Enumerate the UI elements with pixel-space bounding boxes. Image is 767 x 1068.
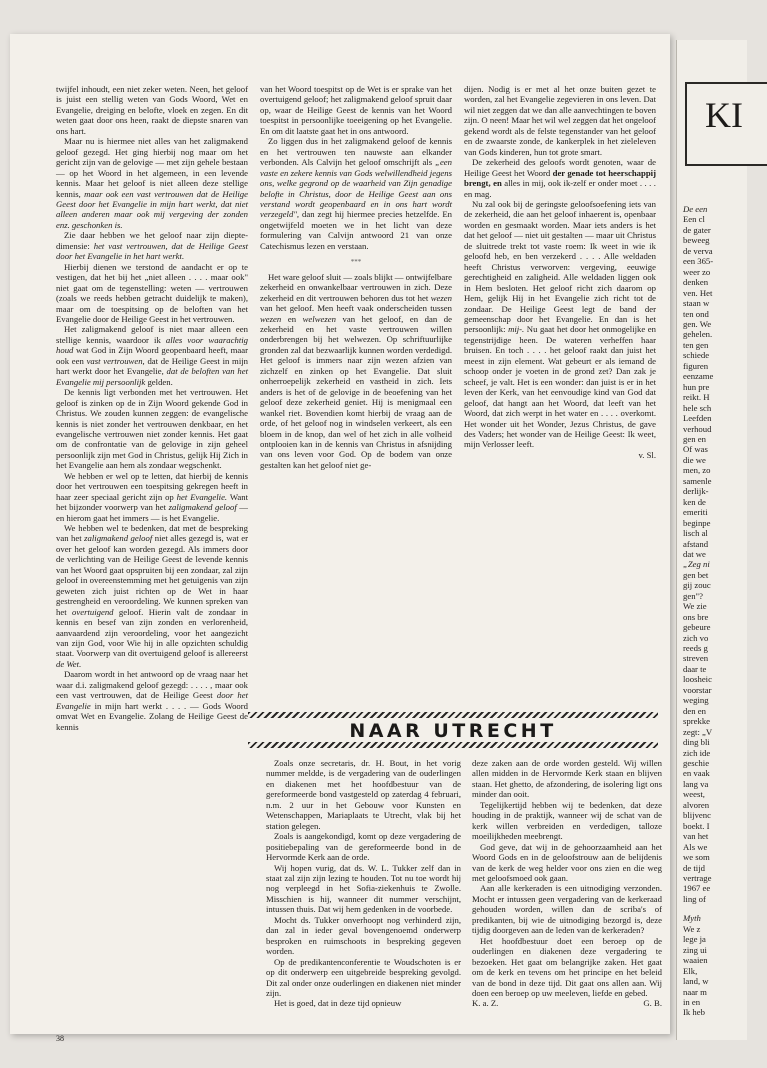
- text-line: blijvenc: [683, 810, 711, 821]
- text-line: Myth: [683, 913, 701, 924]
- text-line: sprekke: [683, 716, 711, 727]
- text-line: men, zo: [683, 465, 711, 476]
- magazine-page-left: [10, 34, 670, 1043]
- right-header-letters: KI: [705, 95, 743, 135]
- paragraph: We hebben wel te bedenken, dat met de bespreking van het zaligmakend geloof niet alles gezegd is, wat er over het geloof kan worden gezegd. Als immers door de verlichting van de Heilige Geest de levende kennis van het Woord gaat opspruiten bij een zondaar, zal zijn geloof in overeenstemming met het getuigenis van zijn geweten zich juist richten op de Wet in haar gestrengheid en veroordeling. We kunnen spreken van het overtuigend geloof. Hierin valt de zondaar in kennis en besef van zijn zonden en verlorenheid, aanvaardend zijn veroordeling, voor het aangezicht van zijn God, voor Wie hij in alle opzichten schuldig staat. Voorwerp van dit overtuigend geloof is allereerst de Wet.: [56, 523, 248, 669]
- text-line: We z: [683, 923, 701, 934]
- paragraph: Tegelijkertijd hebben wij te bedenken, dat deze houding in de praktijk, wanneer wij de schat van de kerk willen verbreiden en verdedigen, talloze moeilijkheden meebrengt.: [472, 799, 662, 842]
- text-line: reeds g: [683, 643, 708, 654]
- paragraph: Mocht ds. Tukker onverhoopt nog verhinderd zijn, dan zal in ieder geval bovengenoemd onderwerp besproken en ruimschoots in bespreking gegeven worden.: [266, 914, 461, 957]
- paragraph: Het is goed, dat in deze tijd opnieuw: [274, 998, 402, 1009]
- text-line: reikt. H: [683, 392, 710, 403]
- section-divider: ***: [350, 258, 362, 267]
- text-line: de verva: [683, 245, 713, 256]
- text-line: zich vo: [683, 632, 709, 643]
- text-line: in en: [683, 996, 701, 1007]
- text-line: samenle: [683, 475, 712, 486]
- text-line: We zie: [683, 601, 707, 612]
- section-column-2: [472, 758, 662, 1009]
- section-column-1: [266, 758, 461, 1009]
- text-line: streven: [683, 653, 709, 664]
- paragraph: twijfel inhoudt, een niet zeker weten. Neen, het geloof is juist een stellig weten van Gods Woord, Wet en Evangelie, dreiging en belofte, vloek en zegen. En dit weten gaat door ons heen, raakt de diepste snaren van ons hart.: [56, 84, 248, 136]
- article-column-2: [260, 84, 452, 470]
- text-line: Als we: [683, 841, 708, 852]
- text-line: geschie: [683, 758, 710, 769]
- text-line: Ik heb: [683, 1007, 705, 1018]
- text-line: van het: [683, 831, 709, 842]
- signature: v. Sl.: [638, 449, 656, 460]
- text-line: ken de: [683, 496, 706, 507]
- paragraph: Zoals onze secretaris, dr. H. Bout, in het vorig nummer meldde, is de vergadering van de ouderlingen en diakenen met het hoofdbestuur van de gereformeerde bond vastgesteld op zaterdag 4 februari, n.m. 2 uur in het Gebouw voor Kunsten en Wetenschappen, Mariaplaats te Utrecht, vlak bij het station gelegen.: [266, 758, 461, 831]
- paragraph: Hierbij dienen we terstond de aandacht er op te vestigen, dat het bij het „niet alleen . . . . maar ook" niet gaat om de tegenstelling: weten — vertrouwen (zoals we reeds hebben getracht duidelijk te maken), maar om de toespitsing op de beloften van het Evangelie door de Heilige Geest in het vertrouwen.: [56, 261, 248, 324]
- text-line: en vaak: [683, 768, 710, 779]
- text-line: loosheic: [683, 674, 712, 685]
- text-line: we som: [683, 852, 710, 863]
- text-line: ten ond: [683, 308, 709, 319]
- text-line: de tijd: [683, 862, 705, 873]
- paragraph: De kennis ligt verbonden met het vertrouwen. Het geloof is zinken op de in Zijn Woord gekende God in Christus. We zouden kunnen zeggen: de evangelische kennis is niet zonder het vertrouwen denkbaar, en het evangelische vertrouwen niet zonder kennis. Het gaat om de confrontatie van de gelovige in zijn geheel persoonlijk zijn met God in Christus, gelijk Hij Zich in het Evangelie aan hem als zondaar wegschenkt.: [56, 387, 248, 471]
- text-line: lege ja: [683, 934, 706, 945]
- text-line: een 365-: [683, 256, 714, 267]
- text-line: die we: [683, 454, 706, 465]
- text-line: derlijk-: [683, 486, 709, 497]
- article-column-3: [464, 84, 656, 460]
- text-line: ons bre: [683, 611, 709, 622]
- signature-left: K. a. Z.: [472, 998, 499, 1009]
- text-line: de gater: [683, 224, 711, 235]
- paragraph: Aan alle kerkeraden is een uitnodiging verzonden. Mocht er intussen geen vergadering van de kerkeraad gehouden worden, willen dan de scriba's of predikanten, bij wie de uitnodiging bezorgd is, deze tijdig doorgeven aan de leden van de kerkeraden?: [472, 883, 662, 936]
- text-line: beginpe: [683, 517, 711, 528]
- text-line: weest,: [683, 789, 705, 800]
- text-line: afstand: [683, 538, 709, 549]
- paragraph: dijen. Nodig is er met al het onze buiten gezet te worden, zal het Evangelie zegevieren in ons leven. Dat wil niet zeggen dat we dan alle aanvechtingen te boven zijn. O neen! Maar het wil wel zeggen dat het ongeloof gekend wordt als de felste tegenstander van het geloof en de zwaarste zonde, de kankerplek in het zieleleven van Gods kinderen, hun tot grote smart.: [464, 84, 656, 157]
- signature-right: G. B.: [643, 998, 662, 1009]
- text-line: ding bli: [683, 737, 710, 748]
- text-line: zing ui: [683, 944, 707, 955]
- text-line: ling of: [683, 893, 706, 904]
- paragraph: Zie daar hebben we het geloof naar zijn diepte-dimensie: het vast vertrouwen, dat de Heilige Geest door het Evangelie in het hart werkt.: [56, 230, 248, 262]
- text-line: voorstar: [683, 684, 712, 695]
- text-line: schiede: [683, 350, 710, 361]
- text-line: gij zouc: [683, 580, 711, 591]
- text-line: lisch al: [683, 528, 708, 539]
- section-banner: [248, 712, 658, 748]
- paragraph: Het ware geloof sluit — zoals blijkt — ontwijfelbare zekerheid en onwankelbaar vertrouwen in zich. Deze zekerheid en dit vertrouwen behoren dus tot het wezen van het geloof. Men heeft vaak onderscheiden tussen wezen en welwezen van het geloof, en dan de zekerheid en het vaste vertrouwen willen onderbrengen bij het welwezen. Op schriftuurlijke gronden zal dat bezwaarlijk kunnen worden verdedigd. Het geloof is immers naar zijn wezen afzien van zichzelf en zinken op het Evangelie. Dat sluit onherroepelijk zekerheid en vastheid in zich. Iets anders is het of de gelovige in de beoefening van het geloof deze zekerheid geniet. Hij is menigmaal een wankel riet. Bovendien komt hierbij de vraag aan de orde, of het geloof nog in windselen verkeert, als een bloem in de knop, dan wel of het zich in alle volheid ontplooien kan in de kennis van Christus in afsnijding van ons leven voor God. Op de bodem van onze gestalten kan het geloof niet ge-: [260, 271, 453, 470]
- text-line: verhoud: [683, 423, 712, 434]
- text-line: gehelen.: [683, 329, 713, 340]
- paragraph: We hebben er wel op te letten, dat hierbij de kennis door het vertrouwen een toespitsing gekregen heeft in haar zeer speciaal gericht zijn op het Evangelie. Want het bijzonder voorwerp van het zaligmakend geloof — en hierom gaat het immers — is het Evangelie.: [56, 470, 248, 523]
- text-line: den en: [683, 705, 706, 716]
- text-line: gen bet: [683, 569, 709, 580]
- text-line: figuren: [683, 360, 709, 371]
- paragraph: Maar nu is hiermee niet alles van het zaligmakend geloof gezegd. Het ging hierbij nog maar om het gericht zijn van de gelovige — met zijn gehele bestaan — op het Woord in het algemeen, in een levende kennis. Maar het geloof is niet alleen deze stellige kennis, maar ook een vast vertrouwen dat de Heilige Geest door het Evangelie in mijn hart werkt, dat niet alleen anderen maar ook mij vergeving der zonden enz. geschonken is.: [56, 136, 248, 230]
- text-line: gen en: [683, 433, 706, 444]
- section-title: NAAR UTRECHT: [349, 720, 557, 742]
- banner-rule-bottom: [248, 742, 658, 748]
- paragraph: Daarom wordt in het antwoord op de vraag naar het waar d.i. zaligmakend geloof gezegd: . . . . , maar ook een vast vertrouwen, dat de Heilige Geest door het Evangelie in mijn hart werkt . . . . — Gods Woord omvat Wet en Evangelie. Zolang de Heilige Geest de kennis: [56, 669, 248, 732]
- text-line: gen"?: [683, 590, 703, 601]
- text-line: naar m: [683, 986, 707, 997]
- text-line: staan w: [683, 298, 710, 309]
- paragraph: Het hoofdbestuur doet een beroep op de ouderlingen en diakenen deze vergadering te bezoeken. Het gaat om belangrijke zaken. Het gaat om de kerk en tevens om het principe en het beleid van de bond in deze tijd. Dit gaat ons allen aan. Wij doen een beroep op uw meeleven, liefde en gebed.: [472, 935, 662, 998]
- paragraph: Op de predikantenconferentie te Woudschoten is er op dit onderwerp een uitgebreide bespreking gevolgd. Dit zal onder onze ouderlingen en diakenen niet minder zijn.: [266, 956, 461, 998]
- text-line: Een cl: [683, 214, 705, 225]
- text-line: gen. We: [683, 318, 712, 329]
- text-line: vertrage: [683, 873, 712, 883]
- paragraph: Wij hopen vurig, dat ds. W. L. Tukker zelf dan in staat zal zijn zijn lezing te houden. Tot nu toe wordt hij nog verpleegd in het Sofia-ziekenhuis te Zwolle. Misschien is hij, wanneer dit nummer verschijnt, intussen thuis. Dat wij hem gedenken in de voorbede.: [266, 862, 461, 915]
- text-line: ven. Het: [683, 287, 713, 298]
- signature: [472, 998, 662, 1008]
- text-line: Leefden: [683, 413, 712, 424]
- text-line: dat we: [683, 548, 706, 559]
- page-number: 38: [56, 1034, 64, 1043]
- right-page-column: [683, 204, 753, 1018]
- text-line: weging: [683, 695, 709, 706]
- text-line: zegt: „V: [683, 726, 713, 737]
- text-line: hele sch: [683, 402, 712, 413]
- paragraph: De zekerheid des geloofs wordt genoten, waar de Heilige Geest het Woord der genade tot heerschappij brengt, en alles in mij, ook ik-zelf er onder moet . . . . en mag.: [464, 157, 656, 199]
- text-line: De een: [683, 204, 708, 214]
- paragraph: deze zaken aan de orde worden gesteld. Wij willen allen midden in de Hervormde Kerk staan en blijven staan. Het ghetto, de afzondering, de isolering ligt ons minder dan ooit.: [472, 758, 662, 800]
- text-line: land, w: [683, 976, 709, 987]
- paragraph: God geve, dat wij in de gehoorzaamheid aan het Woord Gods en in de geloofstrouw aan de belijdenis van de kerk de weg helder voor ons zien en die weg met geloofsmoed ook gaan.: [472, 841, 662, 883]
- article-column-1: [56, 84, 248, 732]
- text-line: Elk,: [683, 965, 698, 976]
- text-line: alvoren: [683, 799, 710, 810]
- paragraph: Het zaligmakend geloof is niet maar alleen een stellige kennis, waardoor ik alles voor waarachtig houd wat God in Zijn Woord geopenbaard heeft, maar ook een vast vertrouwen, dat de Heilige Geest in mijn hart werkt door het Evangelie, dat de beloften van het Evangelie mij persoonlijk gelden.: [56, 324, 248, 387]
- paragraph: Nu zal ook bij de geringste geloofsoefening iets van de zekerheid, die aan het geloof inhaerent is, openbaar worden en gesmaakt worden. Maar iets anders is het dat het geloof — niet uit gestalten — maar uit Christus de sluitrede trekt tot vaste roem: Ik weet in wie ik geloofd heb, en ben verzekerd . . . . Alle weldaden heeft Christus verworven: vergeving, eeuwige gerechtigheid en zaligheid. Alle weldaden liggen ook in Hem besloten. Het geloof richt zich daarom op Hem, gelijk Hij in het Evangelie zich richt tot de zondaar. De Heilige Geest legt de band der gemeenschap door het Evangelie. En dan is het persoonlijk: mij-. Nu gaat het door het onmogelijke en tegenstrijdige heen. De wateren verheffen haar bruisen. En toch . . . . het geloof raakt dan juist het meest in zijn element. Wat gebeurt er als iemand de schoop onder je voeten in de grond zet? Dan zak je scheef, je valt. Het is een wonder: dan juist is er in het leven der Kerk, van het eenvoudige kind van God dat geloof, dat hangt aan het Woord, dat leeft van het Woord, dat zich werpt in het water en . . . . overkomt. Het wonder uit het Wonder, Jezus Christus, de gave des Vaders; het wonder van de Heilige Geest: Ik weet, mijn Verlosser leeft.: [464, 198, 656, 450]
- paragraph: Zoals is aangekondigd, komt op deze vergadering de positiebepaling van de gereformeerde bond in de Hervormde Kerk aan de orde.: [266, 831, 461, 863]
- text-line: lang va: [683, 778, 709, 789]
- text-line: „Zeg ni: [683, 559, 710, 570]
- text-line: zich ide: [683, 747, 711, 758]
- text-line: weer zo: [683, 266, 711, 277]
- text-line: Of was: [683, 444, 708, 455]
- banner-rule-top: [248, 712, 658, 718]
- text-line: beweeg: [683, 235, 710, 246]
- text-line: eenzame: [683, 371, 714, 382]
- text-line: 1967 ee: [683, 883, 711, 894]
- line-gap: [683, 904, 753, 913]
- text-line: denken: [683, 277, 709, 288]
- text-line: hun pre: [683, 381, 710, 392]
- paragraph: van het Woord toespitst op de Wet is er sprake van het overtuigend geloof; het zaligmakend geloof spruit daar op, waar de Heilige Geest de kennis van het Woord toespitst in persoonlijke toeeigening op het Evangelie. En om dit laatste gaat het in ons antwoord.: [260, 84, 452, 136]
- paragraph: Zo liggen dus in het zaligmakend geloof de kennis en het vertrouwen ten nauwste aan elkander verbonden. Als Calvijn het geloof omschrijft als „een vaste en zekere kennis van Gods welwillendheid jegens ons, welke gegrond op de waarheid van Zijn genadige belofte in Christus, door de Heilige Geest aan ons verstand wordt geopenbaard en in ons hart wordt verzegeld", dan zegt hij hiermee precies hetzelfde. En ongetwijfeld moeten we in het licht van deze formulering van Calvijn antwoord 21 van onze Catechismus lezen en verstaan.: [260, 136, 452, 251]
- text-line: emeriti: [683, 507, 708, 518]
- text-line: gebeure: [683, 622, 711, 633]
- text-line: daar te: [683, 663, 707, 674]
- text-line: ten gen: [683, 339, 709, 350]
- text-line: boekt. I: [683, 820, 710, 831]
- magazine-page-right: [676, 40, 747, 1040]
- text-line: waaien: [683, 955, 708, 966]
